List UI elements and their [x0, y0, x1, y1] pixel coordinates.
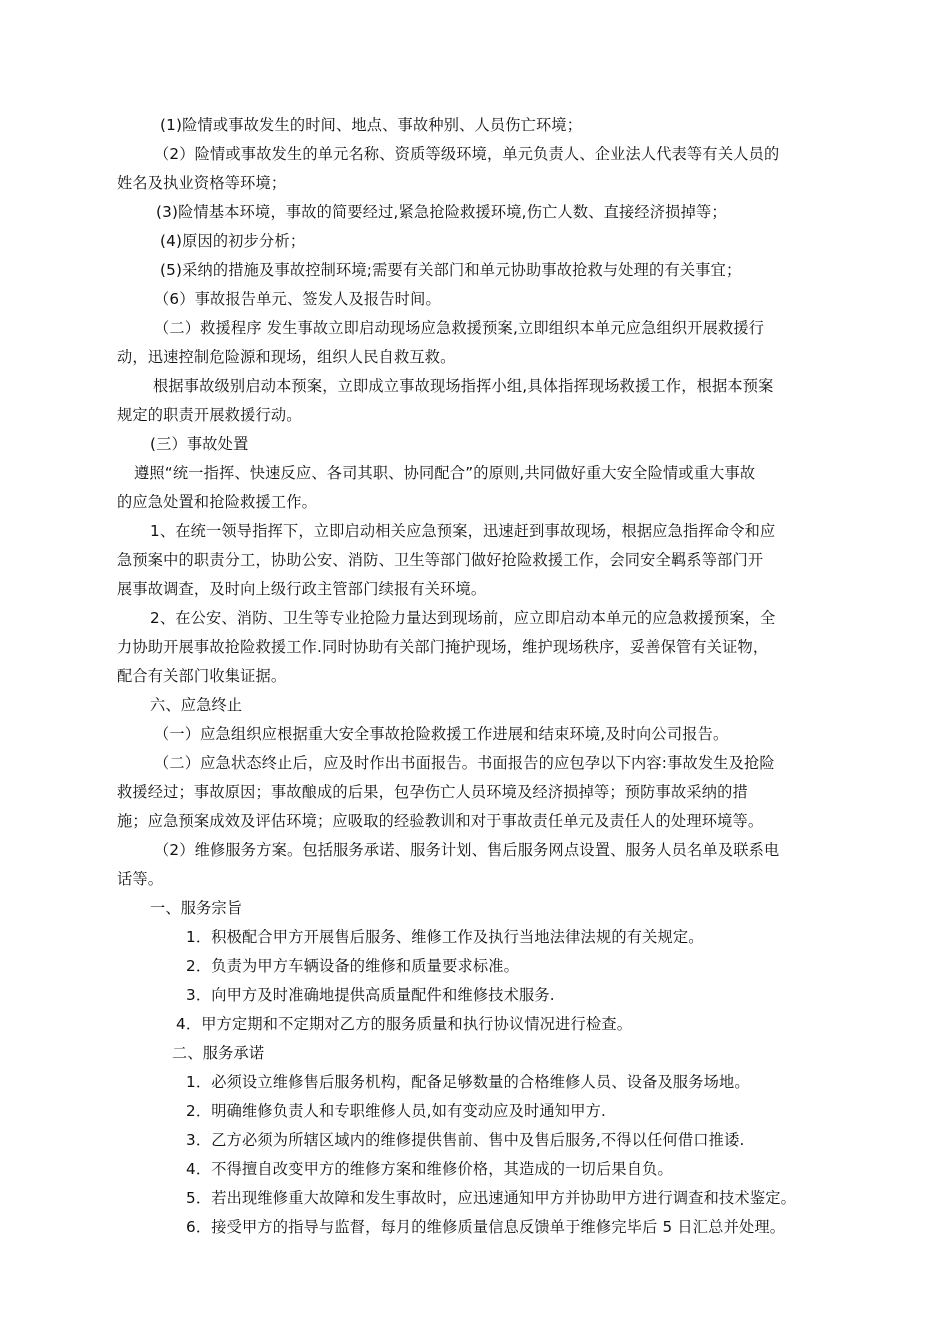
text-line: (4)原因的初步分析； [160, 232, 306, 250]
section-heading: 一、服务宗旨 [150, 899, 243, 917]
list-item: 3．向甲方及时准确地提供高质量配件和维修技术服务. [186, 986, 555, 1004]
list-item: 4．甲方定期和不定期对乙方的服务质量和执行协议情况进行检查。 [176, 1015, 633, 1033]
text-line: 救援经过；事故原因；事故酿成的后果，包孕伤亡人员环境及经济损掉等；预防事故采纳的措 [117, 783, 748, 801]
text-line: 力协助开展事故抢险救援工作.同时协助有关部门掩护现场，维护现场秩序，妥善保管有关证物， [117, 638, 769, 656]
text-line: 急预案中的职责分工，协助公安、消防、卫生等部门做好抢险救援工作，会同安全羁系等部门开 [117, 551, 764, 569]
list-item: 1．积极配合甲方开展售后服务、维修工作及执行当地法律法规的有关规定。 [186, 928, 704, 946]
text-line: 的应急处置和抢险救援工作。 [117, 493, 318, 511]
text-line: （2）险情或事故发生的单元名称、资质等级环境，单元负责人、企业法人代表等有关人员的 [154, 145, 780, 163]
text-line: 展事故调查，及时向上级行政主管部门续报有关环境。 [117, 580, 487, 598]
list-item: 1．必须设立维修售后服务机构，配备足够数量的合格维修人员、设备及服务场地。 [186, 1073, 750, 1091]
text-line: 话等。 [117, 870, 164, 888]
section-heading: 二、服务承诺 [172, 1044, 265, 1062]
text-line: （一）应急组织应根据重大安全事故抢险救援工作进展和结束环境,及时向公司报告。 [154, 725, 729, 743]
list-item: 2．负责为甲方车辆设备的维修和质量要求标准。 [186, 957, 520, 975]
text-line: (5)采纳的措施及事故控制环境;需要有关部门和单元协助事故抢救与处理的有关事宜； [160, 261, 742, 279]
list-item: 3．乙方必须为所辖区域内的维修提供售前、售中及售后服务,不得以任何借口推诿. [186, 1131, 745, 1149]
section-heading: (三）事故处置 [150, 435, 249, 453]
list-item: 5．若出现维修重大故障和发生事故时，应迅速通知甲方并协助甲方进行调查和技术鉴定。 [186, 1189, 796, 1207]
text-line: （二）救援程序 发生事故立即启动现场应急救援预案,立即组织本单元应急组织开展救援行 [154, 319, 765, 337]
section-heading: 六、应急终止 [150, 696, 243, 714]
list-item: 6．接受甲方的指导与监督，每月的维修质量信息反馈单于维修完毕后 5 日汇总并处理。 [186, 1218, 786, 1236]
text-line: 规定的职责开展救援行动。 [117, 406, 302, 424]
text-line: (1)险情或事故发生的时间、地点、事故种别、人员伤亡环境； [160, 116, 583, 134]
text-line: （二）应急状态终止后，应及时作出书面报告。书面报告的应包孕以下内容:事故发生及抢险 [154, 754, 775, 772]
text-line: 遵照“统一指挥、快速反应、各司其职、协同配合”的原则,共同做好重大安全险情或重大事故 [134, 464, 756, 482]
text-line: 动，迅速控制危险源和现场，组织人民自救互救。 [117, 348, 456, 366]
text-line: 施；应急预案成效及评估环境；应吸取的经验教训和对于事故责任单元及责任人的处理环境等。 [117, 812, 764, 830]
text-line: （2）维修服务方案。包括服务承诺、服务计划、售后服务网点设置、服务人员名单及联系电 [154, 841, 780, 859]
text-line: 2、在公安、消防、卫生等专业抢险力量达到现场前，应立即启动本单元的应急救援预案，全 [150, 609, 776, 627]
text-line: (3)险情基本环境，事故的简要经过,紧急抢险救援环境,伤亡人数、直接经济损掉等； [156, 203, 727, 221]
text-line: 姓名及执业资格等环境； [117, 174, 287, 192]
text-line: 1、在统一领导指挥下，立即启动相关应急预案，迅速赶到事故现场，根据应急指挥命令和应 [150, 522, 776, 540]
list-item: 4．不得擅自改变甲方的维修方案和维修价格，其造成的一切后果自负。 [186, 1160, 673, 1178]
text-line: 配合有关部门收集证据。 [117, 667, 287, 685]
text-line: 根据事故级别启动本预案，立即成立事故现场指挥小组,具体指挥现场救援工作，根据本预案 [153, 377, 774, 395]
list-item: 2．明确维修负责人和专职维修人员,如有变动应及时通知甲方. [186, 1102, 606, 1120]
text-line: （6）事故报告单元、签发人及报告时间。 [154, 290, 441, 308]
